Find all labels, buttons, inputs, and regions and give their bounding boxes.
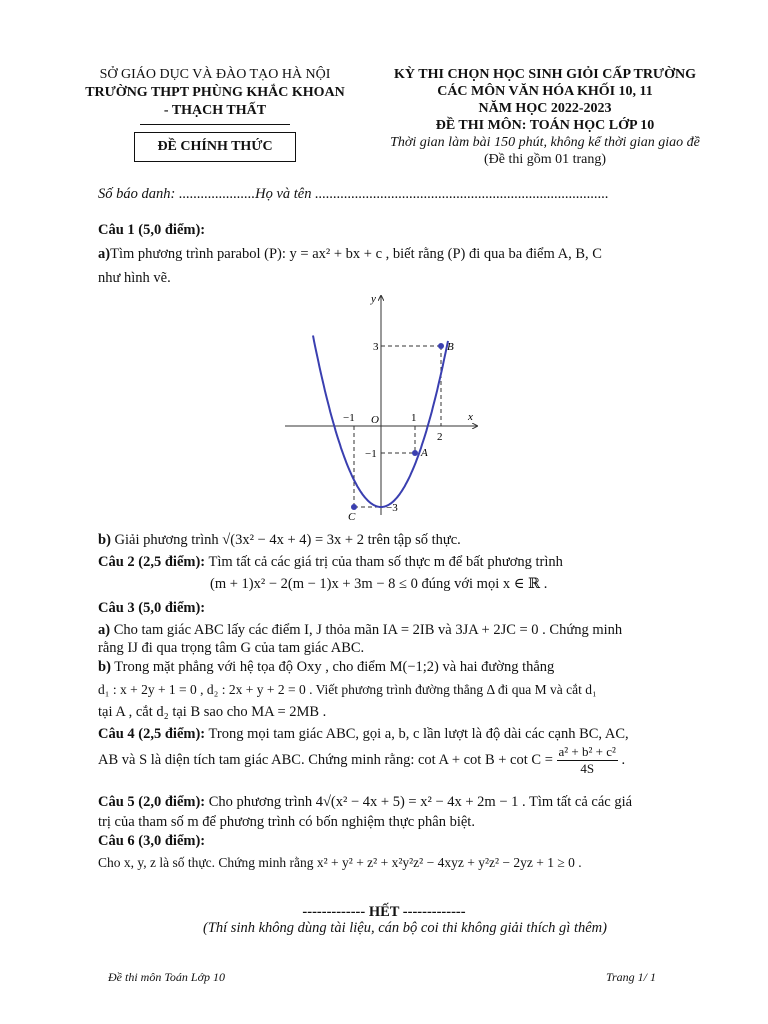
q1a-label: a) bbox=[98, 246, 111, 262]
q2-formula: (m + 1)x² − 2(m − 1)x + 3m − 8 ≤ 0 đúng với mọi x ∈ ℝ . bbox=[210, 576, 548, 592]
school-header bbox=[70, 66, 360, 125]
q4-fraction bbox=[557, 744, 618, 777]
point-c bbox=[351, 504, 357, 510]
q4-text2: AB và S là diện tích tam giác ABC. Chứng minh rằng: cot A + cot B + cot C = bbox=[98, 751, 553, 768]
q3a-line1 bbox=[98, 622, 678, 639]
tick-neg1-y: −1 bbox=[365, 448, 377, 460]
q4-fraction-numerator: a² + b² + c² bbox=[558, 744, 616, 759]
q2-line1 bbox=[98, 554, 678, 571]
q1a-text: Tìm phương trình parabol (P): y = ax² + bx + c , biết rằng (P) đi qua ba điểm A, B, C bbox=[110, 246, 602, 262]
q3b-line2: d₁ : x + 2y + 1 = 0 , d₂ : 2x + y + 2 = 0 . Viết phương trình đường thẳng Δ đi qua M và cắt d₁ bbox=[98, 682, 597, 697]
q3a-text: Cho tam giác ABC lấy các điểm I, J thỏa mãn IA = 2IB và 3JA + 2JC = 0 . Chứng minh bbox=[113, 622, 623, 638]
q1-title: Câu 1 (5,0 điểm): bbox=[98, 222, 206, 238]
q5-line2: trị của tham số m để phương trình có bốn nghiệm thực phân biệt. bbox=[98, 814, 475, 830]
department-name: SỞ GIÁO DỤC VÀ ĐÀO TẠO HÀ NỘI bbox=[99, 67, 331, 82]
exam-subject: ĐỀ THI MÔN: TOÁN HỌC LỚP 10 bbox=[435, 118, 655, 133]
q5-line1 bbox=[98, 794, 678, 811]
q2-text: Tìm tất cả các giá trị của tham số thực m để bất phương trình bbox=[208, 554, 563, 570]
footer-left: Đề thi môn Toán Lớp 10 bbox=[108, 970, 225, 984]
school-name: TRƯỜNG THPT PHÙNG KHẮC KHOAN bbox=[85, 85, 345, 100]
footer-right: Trang 1/ 1 bbox=[606, 970, 657, 984]
q4-end: . bbox=[621, 751, 626, 768]
q3b-line3: tại A , cắt d₂ tại B sao cho MA = 2MB . bbox=[98, 704, 327, 720]
q3a-line2: rằng IJ đi qua trọng tâm G của tam giác ABC. bbox=[98, 640, 365, 656]
q1b-label: b) bbox=[98, 532, 111, 548]
point-a-label: A bbox=[421, 447, 428, 459]
q3-title: Câu 3 (5,0 điểm): bbox=[98, 600, 206, 616]
q4-line1 bbox=[98, 726, 678, 743]
tick-neg1-x: −1 bbox=[343, 412, 355, 424]
origin-label: O bbox=[371, 414, 379, 426]
candidate-line bbox=[98, 186, 678, 203]
point-b-label: B bbox=[447, 341, 454, 353]
point-c-label: C bbox=[348, 511, 356, 520]
exam-title: KỲ THI CHỌN HỌC SINH GIỎI CẤP TRƯỜNG bbox=[394, 67, 696, 82]
exam-duration: Thời gian làm bài 150 phút, không kể thời gian giao đề bbox=[390, 135, 700, 150]
end-marker: ------------- HẾT ------------- bbox=[302, 904, 466, 920]
parabola-graph bbox=[285, 290, 485, 520]
q3b-text1: Trong mặt phẳng với hệ tọa độ Oxy , cho điểm M(−1;2) và hai đường thẳng bbox=[114, 659, 555, 675]
x-axis-label: x bbox=[468, 411, 473, 423]
q5-text1: Cho phương trình 4√(x² − 4x + 5) = x² − 4x + 2m − 1 . Tìm tất cả các giá bbox=[208, 794, 633, 810]
q3b-label: b) bbox=[98, 659, 111, 675]
exam-header bbox=[360, 66, 730, 168]
q1b-text: Giải phương trình √(3x² − 4x + 4) = 3x + 2 trên tập số thực. bbox=[114, 532, 461, 548]
q4-line2 bbox=[98, 744, 678, 777]
q3a-label: a) bbox=[98, 622, 111, 638]
official-exam-box: ĐỀ CHÍNH THỨC bbox=[134, 132, 296, 162]
q5-title: Câu 5 (2,0 điểm): bbox=[98, 794, 206, 810]
q6-title: Câu 6 (3,0 điểm): bbox=[98, 833, 206, 849]
tick-3-y: 3 bbox=[373, 341, 379, 353]
q2-title: Câu 2 (2,5 điểm): bbox=[98, 554, 206, 570]
q3b-line1 bbox=[98, 659, 678, 676]
school-location: - THẠCH THẤT bbox=[163, 103, 267, 118]
point-a bbox=[412, 450, 418, 456]
q4-title: Câu 4 (2,5 điểm): bbox=[98, 726, 206, 742]
page-count: (Đề thi gồm 01 trang) bbox=[483, 152, 607, 167]
q1b-line bbox=[98, 532, 678, 549]
q1a-line2: như hình vẽ. bbox=[98, 270, 171, 286]
y-axis-label: y bbox=[371, 293, 376, 305]
candidate-name: Họ và tên ................................................................................. bbox=[255, 186, 609, 202]
q4-text1: Trong mọi tam giác ABC, gọi a, b, c lần lượt là độ dài các cạnh BC, AC, bbox=[208, 726, 629, 742]
q4-fraction-denominator: 4S bbox=[580, 761, 595, 776]
exam-subjects: CÁC MÔN VĂN HÓA KHỐI 10, 11 bbox=[437, 84, 653, 99]
tick-neg3-y: −3 bbox=[386, 502, 398, 514]
candidate-number: Số báo danh: ..................... bbox=[98, 186, 256, 202]
tick-2-x: 2 bbox=[437, 431, 443, 443]
tick-1-x: 1 bbox=[411, 412, 417, 424]
school-year: NĂM HỌC 2022-2023 bbox=[478, 101, 612, 116]
q1a-line1 bbox=[98, 246, 678, 263]
point-b bbox=[438, 343, 444, 349]
end-note: (Thí sinh không dùng tài liệu, cán bộ coi thi không giải thích gì thêm) bbox=[203, 920, 607, 936]
q6-text: Cho x, y, z là số thực. Chứng minh rằng x² + y² + z² + x²y²z² − 4xyz + y²z² − 2yz + 1 ≥ 0 . bbox=[98, 855, 582, 870]
header-underline bbox=[140, 124, 290, 125]
